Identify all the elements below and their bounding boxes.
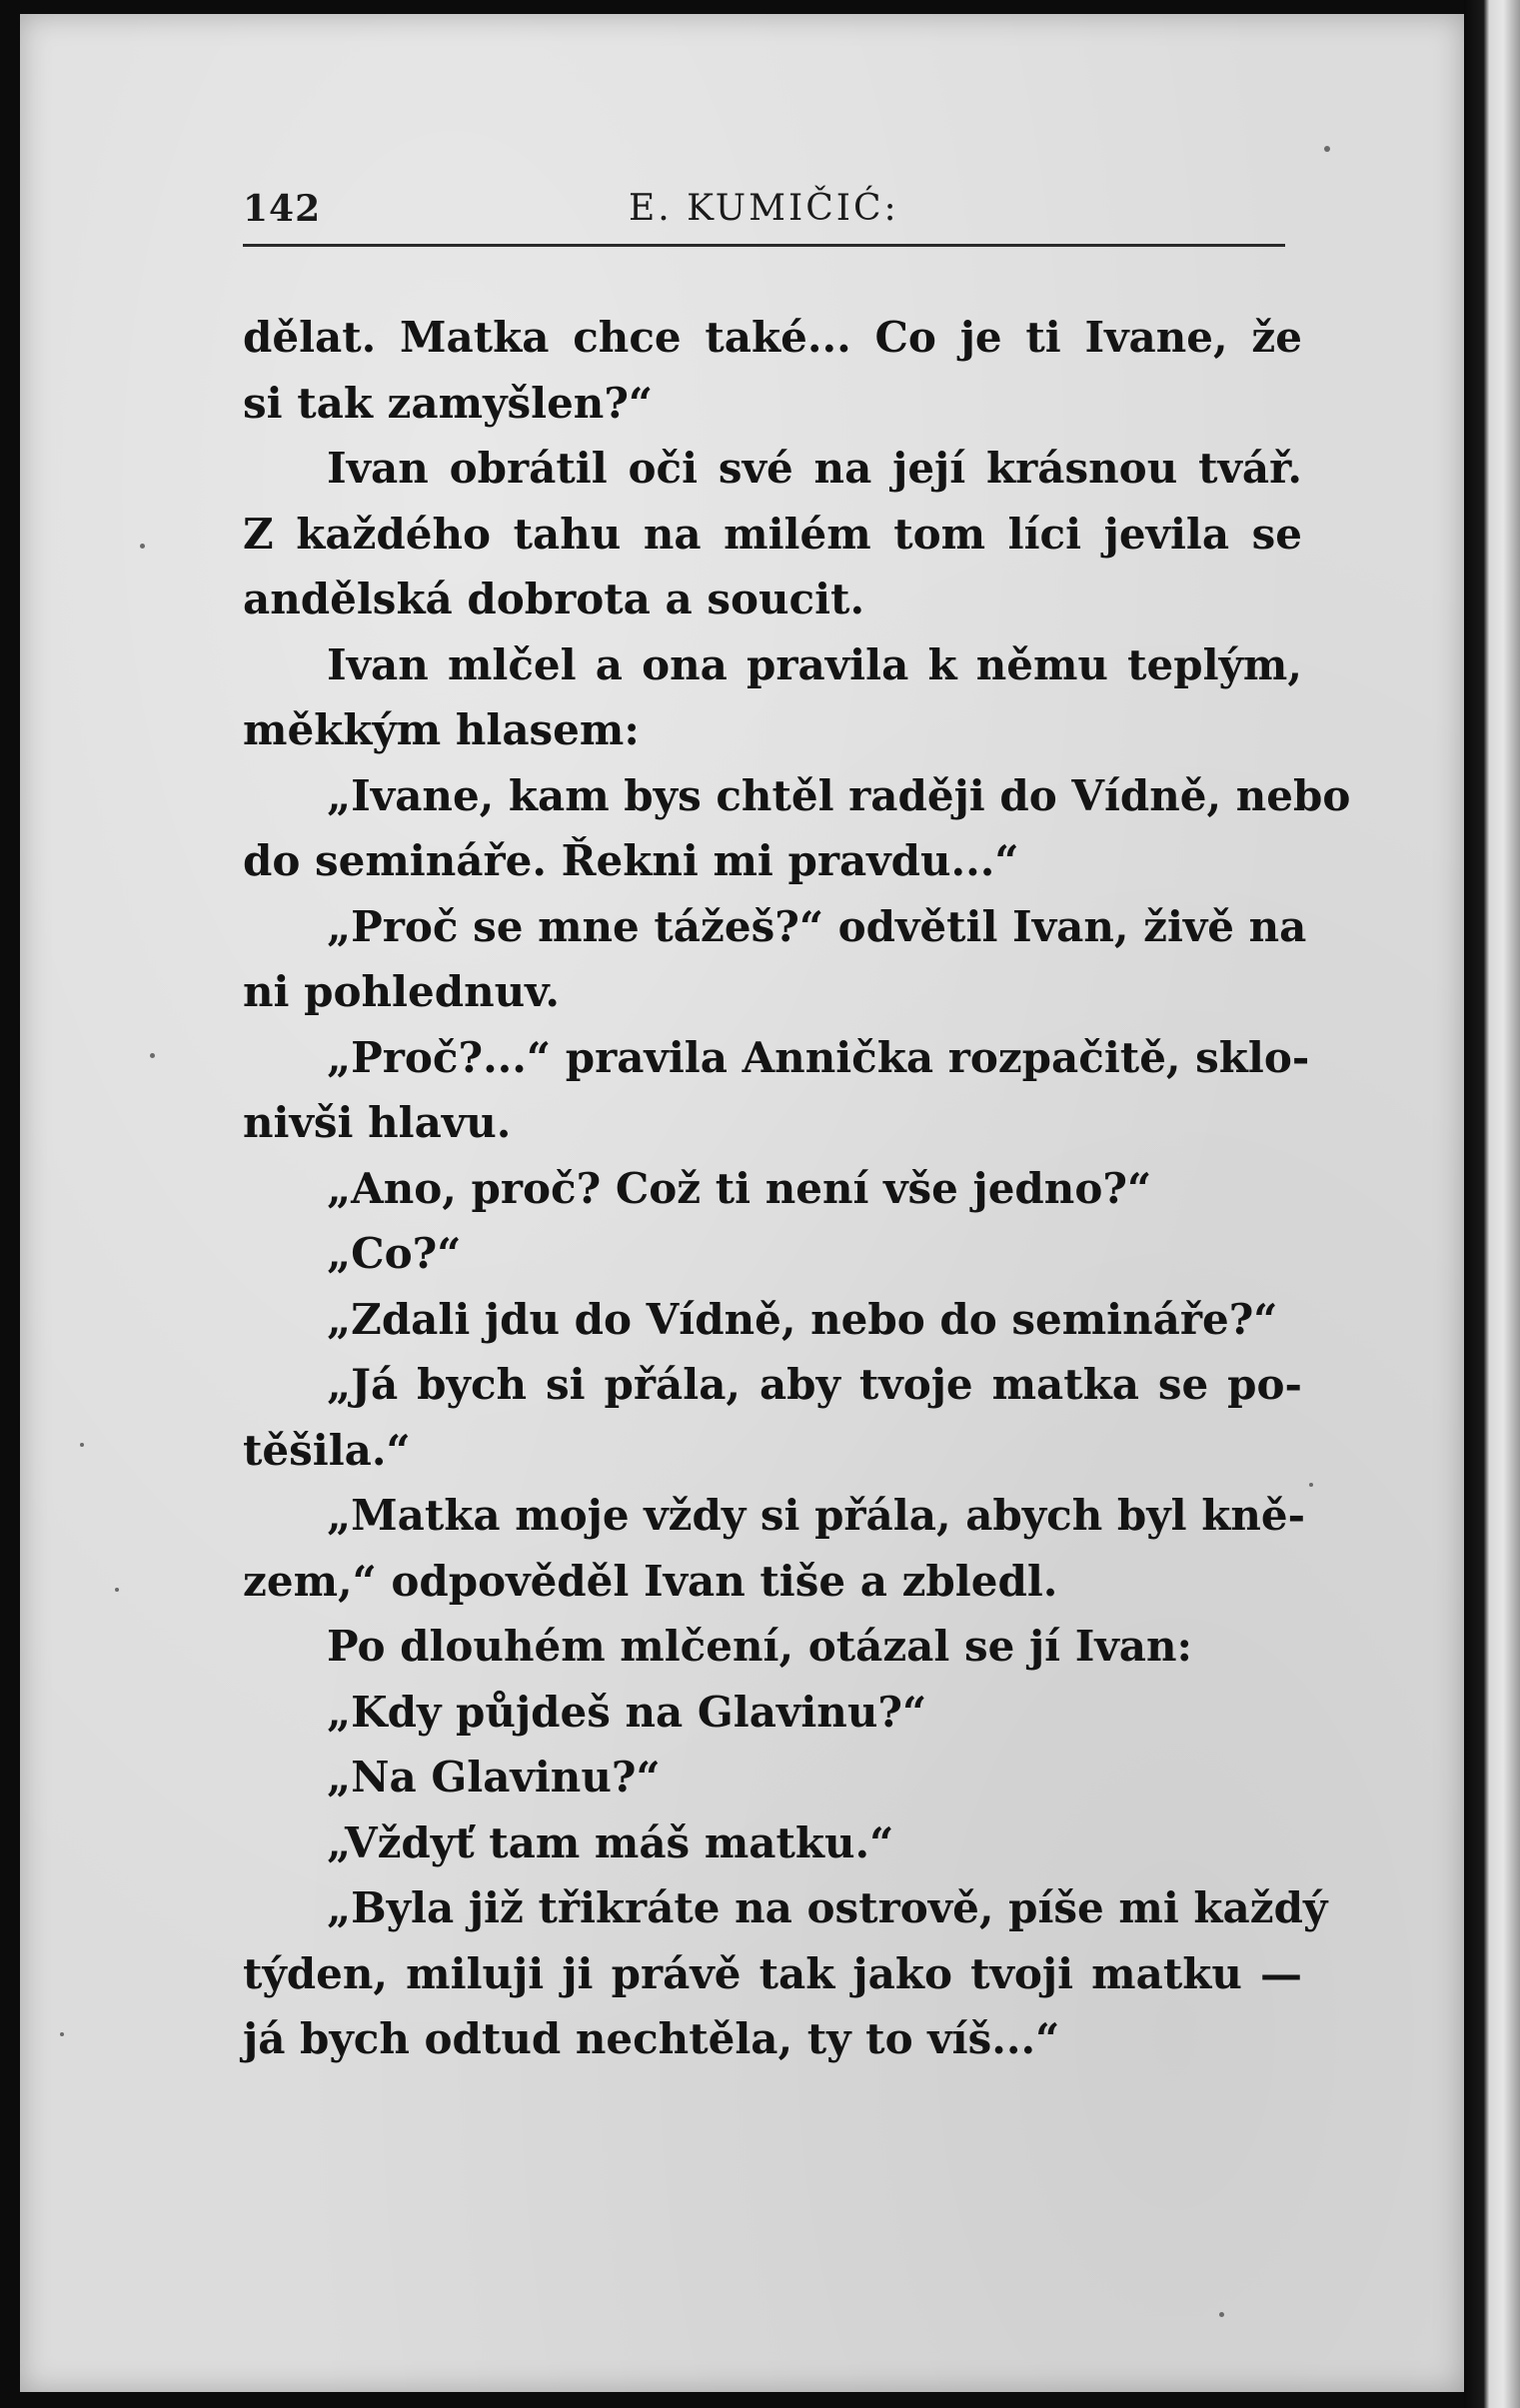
text-line: nivši hlavu. — [243, 1098, 512, 1147]
text-line: „Zdali jdu do Vídně, nebo do semináře?“ — [327, 1294, 1278, 1344]
body-text — [243, 305, 1351, 2072]
text-line: „Já bych si přála, aby tvoje matka se po- — [327, 1360, 1302, 1409]
text-line: dělat. Matka chce také... Co je ti Ivane, že — [243, 313, 1302, 362]
text-line: Z každého tahu na milém tom líci jevila se — [243, 509, 1302, 559]
paper-speck — [1324, 146, 1330, 152]
text-line: zem,“ odpověděl Ivan tiše a zbledl. — [243, 1556, 1058, 1606]
text-line: „Vždyť tam máš matku.“ — [327, 1817, 894, 1867]
text-line: „Kdy půjdeš na Glavinu?“ — [327, 1687, 927, 1737]
paper-speck — [1309, 1483, 1313, 1487]
text-line: „Byla již třikráte na ostrově, píše mi každý — [327, 1883, 1328, 1932]
page-header — [243, 178, 1285, 248]
text-line: ni pohlednuv. — [243, 967, 560, 1016]
text-line: „Ivane, kam bys chtěl raději do Vídně, nebo — [327, 770, 1351, 820]
text-line: andělská dobrota a soucit. — [243, 575, 865, 623]
text-line: „Matka moje vždy si přála, abych byl kně- — [327, 1491, 1306, 1540]
paper-speck — [80, 1443, 84, 1447]
page-number: 142 — [243, 188, 322, 230]
text-line: týden, miluji ji právě tak jako tvoji matku — — [243, 1948, 1302, 1998]
text-line: si tak zamyšlen?“ — [243, 378, 654, 428]
text-line: Ivan mlčel a ona pravila k němu teplým, — [327, 639, 1302, 689]
text-line: „Co?“ — [327, 1229, 462, 1278]
paper-speck — [140, 544, 145, 549]
running-head: E. KUMIČIĆ: — [629, 188, 899, 229]
text-line: „Proč se mne tážeš?“ odvětil Ivan, živě na — [327, 901, 1307, 951]
text-line: já bych odtud nechtěla, ty to víš...“ — [243, 2014, 1060, 2063]
paper-speck — [1219, 2312, 1224, 2317]
book-spine-edge — [1464, 0, 1520, 2408]
text-line: měkkým hlasem: — [243, 705, 640, 754]
text-line: Ivan obrátil oči své na její krásnou tvář. — [327, 444, 1302, 493]
text-line: do semináře. Řekni mi pravdu...“ — [243, 836, 1019, 885]
text-line: „Proč?...“ pravila Annička rozpačitě, sklo- — [327, 1032, 1310, 1082]
paper-speck — [150, 1053, 155, 1058]
text-line: Po dlouhém mlčení, otázal se jí Ivan: — [327, 1622, 1193, 1671]
header-rule — [243, 244, 1285, 247]
paper-speck — [60, 2032, 64, 2036]
text-line: „Ano, proč? Což ti není vše jedno?“ — [327, 1163, 1152, 1213]
paper-speck — [115, 1588, 119, 1592]
text-line: „Na Glavinu?“ — [327, 1753, 661, 1802]
text-line: těšila.“ — [243, 1425, 411, 1475]
